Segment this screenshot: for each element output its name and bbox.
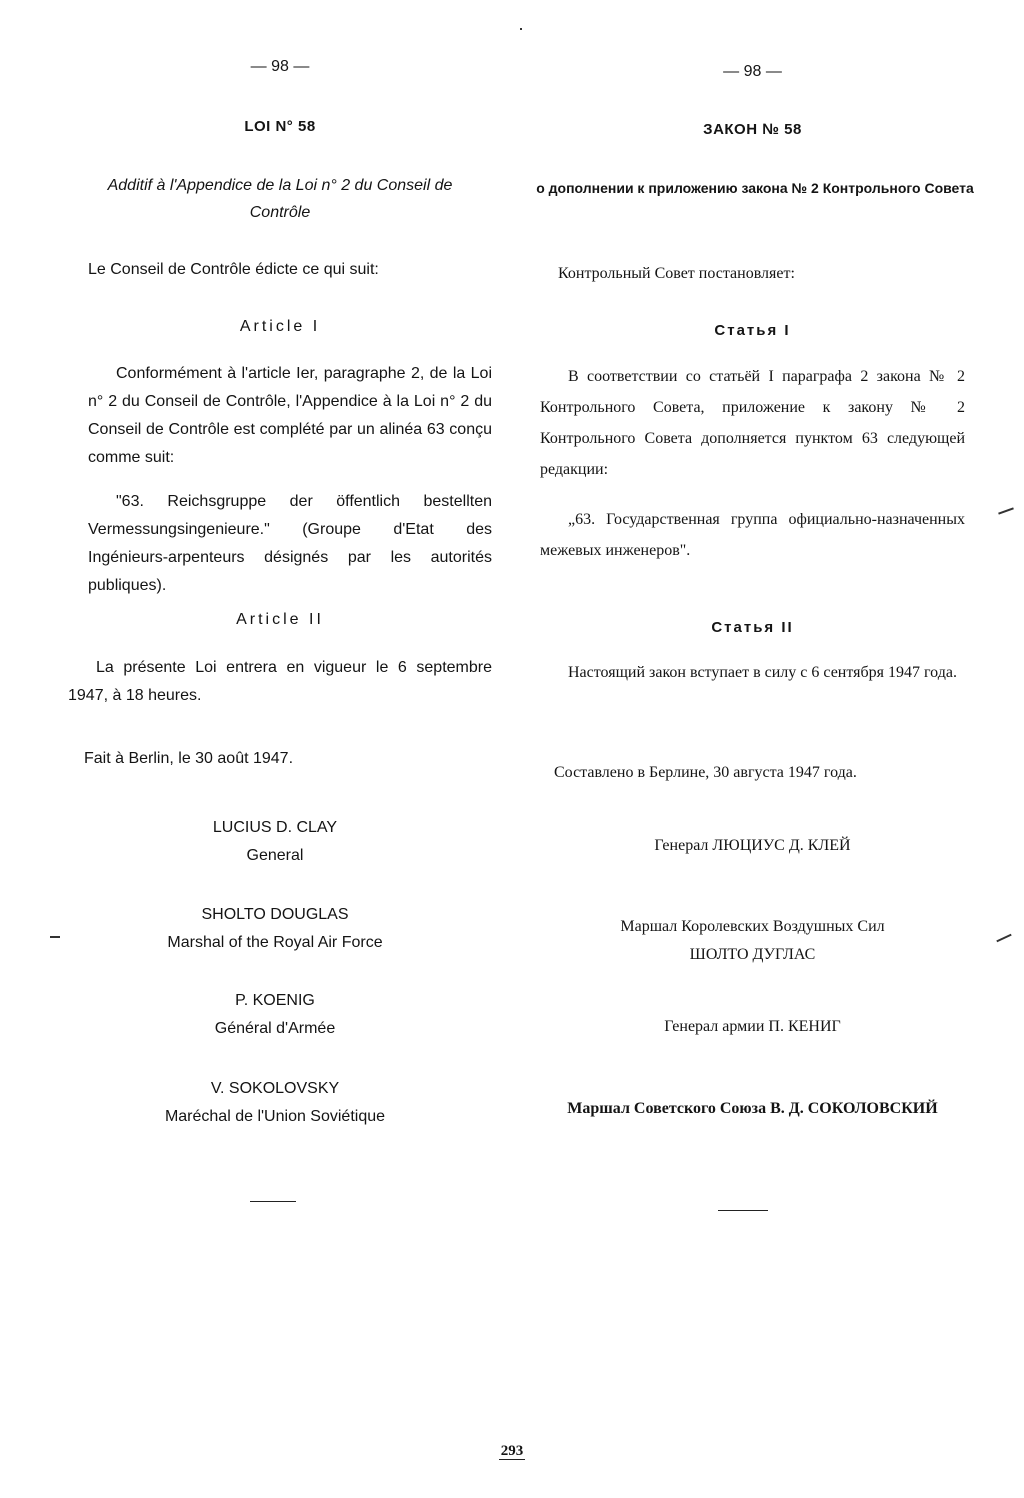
article1-heading-russian: Статья I: [714, 322, 791, 339]
preamble-russian: Контрольный Совет постановляет:: [558, 265, 795, 282]
signatory-rank: Maréchal de l'Union Soviétique: [164, 1108, 386, 1125]
signatory-douglas-french: [60, 901, 490, 957]
scan-mark: [520, 28, 522, 30]
signatory-clay-french: [60, 814, 490, 870]
signatory-rank: Général d'Armée: [214, 1020, 336, 1037]
article1-text-french: Conformément à l'article Ier, paragraphe 2, de la Loi n° 2 du Conseil de Contrôle, l'Appendice à la Loi n° 2 du Conseil de Contrôle est complété par un alinéa 63 conçu comme suit:: [88, 365, 492, 466]
signatory-name: V. SOKOLOVSKY: [210, 1080, 340, 1097]
signatory-koenig-french: [60, 987, 490, 1043]
signatory-koenig-russian: Генерал армии П. КЕНИГ: [664, 1018, 841, 1035]
signatory-name: P. KOENIG: [235, 992, 315, 1009]
end-rule-french: [250, 1201, 296, 1202]
article2-text-russian: Настоящий закон вступает в силу с 6 сентября 1947 года.: [568, 664, 957, 681]
signatory-sokolovsky-russian: Маршал Советского Союза В. Д. СОКОЛОВСКИЙ: [567, 1100, 938, 1117]
signatory-name: LUCIUS D. CLAY: [212, 819, 338, 836]
signatory-clay-russian: Генерал ЛЮЦИУС Д. КЛЕЙ: [654, 837, 851, 854]
law-subtitle-french: Additif à l'Appendice de la Loi n° 2 du Conseil de Contrôle: [107, 177, 453, 221]
done-at-russian: Составлено в Берлине, 30 августа 1947 года.: [554, 764, 857, 781]
signatory-rank: General: [246, 847, 304, 864]
article2-text-french: La présente Loi entrera en vigueur le 6 septembre 1947, à 18 heures.: [68, 659, 492, 704]
scan-mark: [50, 936, 60, 938]
scan-mark: [998, 507, 1014, 514]
page-number-russian: — 98 —: [723, 63, 782, 80]
article1-heading-french: Article I: [239, 318, 321, 335]
footer-page-number: 293: [500, 1443, 524, 1459]
article1-text-russian: В соответствии со статьёй I параграфа 2 закона № 2 Контрольного Совета, приложение к закону № 2 Контрольного Совета дополняется пунктом 63 следующей редакции:: [540, 368, 965, 478]
article2-heading-french: Article II: [236, 611, 324, 628]
done-at-french: Fait à Berlin, le 30 août 1947.: [84, 750, 294, 767]
signatory-name: ШОЛТО ДУГЛАС: [689, 946, 816, 963]
end-rule-russian: [718, 1210, 768, 1211]
signatory-rank: Маршал Королевских Воздушных Сил: [620, 918, 885, 935]
article1-quote-french: "63. Reichsgruppe der öffentlich bestellten Vermessungsingenieure." (Groupe d'Etat des Ingénieurs-arpenteurs désignés par les autorités publiques).: [88, 493, 492, 594]
page-number-french: — 98 —: [250, 58, 310, 75]
scan-mark: [996, 934, 1011, 943]
signatory-sokolovsky-french: [60, 1075, 490, 1131]
preamble-french: Le Conseil de Contrôle édicte ce qui suit:: [88, 261, 379, 278]
law-title-french: LOI N° 58: [244, 118, 316, 135]
signatory-name: SHOLTO DOUGLAS: [201, 906, 349, 923]
law-title-russian: ЗАКОН № 58: [703, 121, 802, 138]
article1-quote-russian: „63. Государственная группа официально-назначенных межевых инженеров".: [540, 511, 965, 559]
signatory-rank: Marshal of the Royal Air Force: [167, 934, 383, 951]
article2-heading-russian: Статья II: [711, 619, 794, 636]
signatory-douglas-russian: [530, 913, 975, 969]
law-subtitle-russian: о дополнении к приложению закона № 2 Контрольного Совета: [536, 180, 974, 196]
